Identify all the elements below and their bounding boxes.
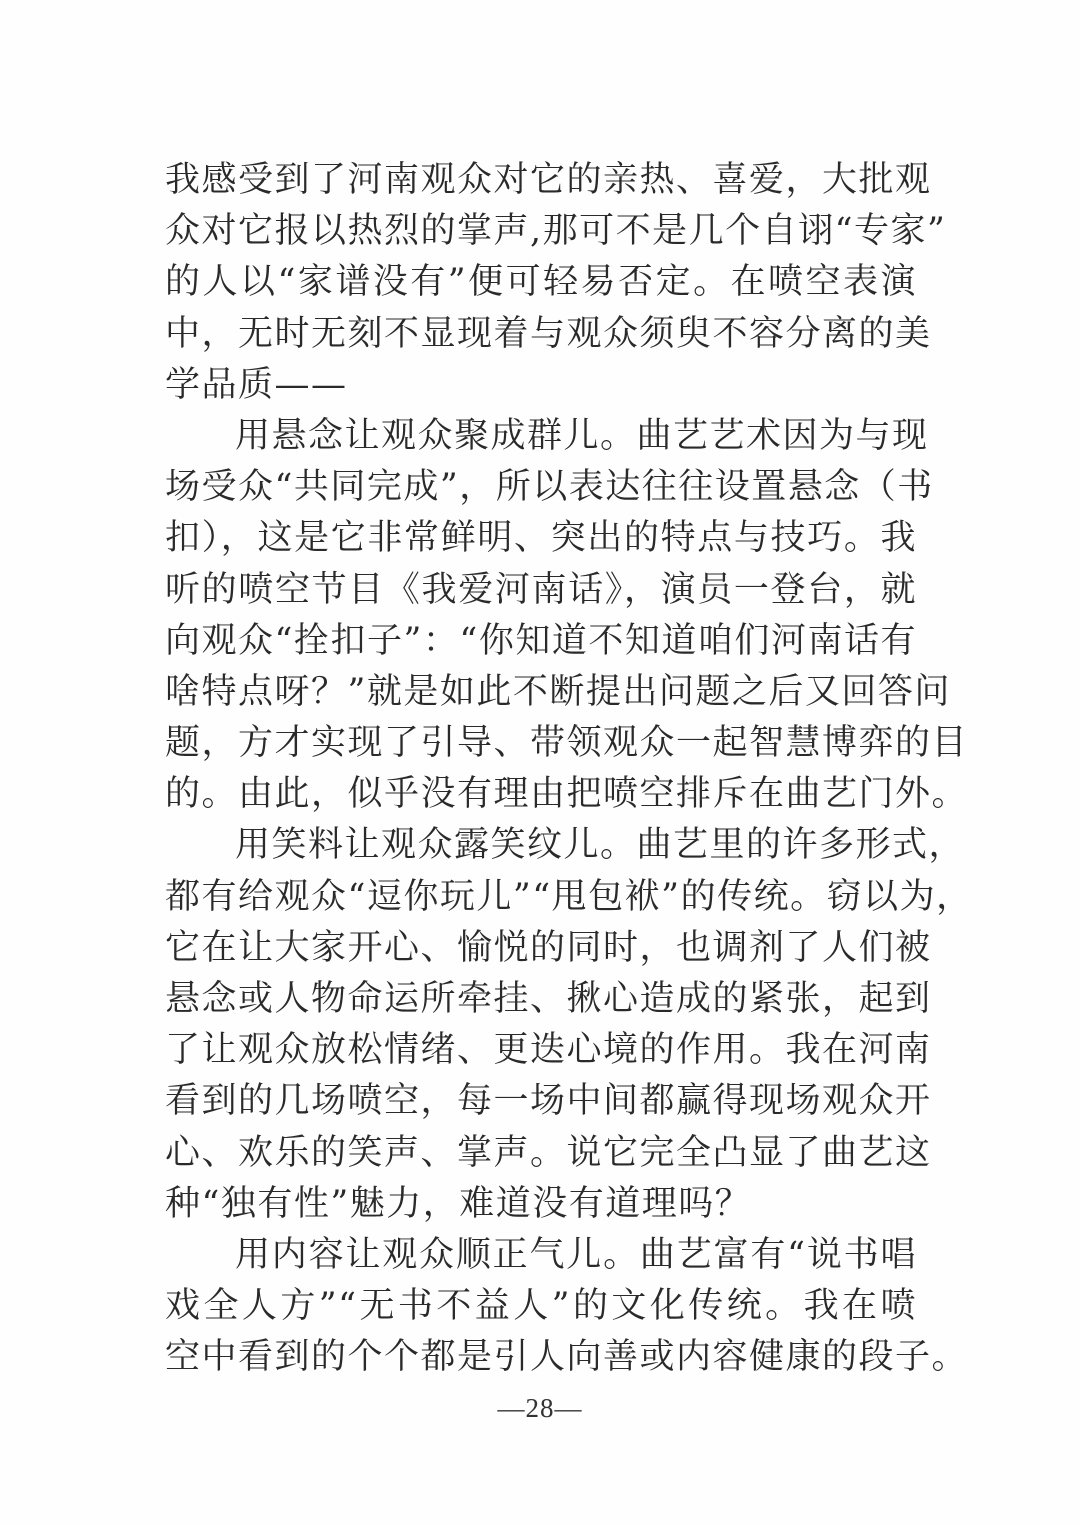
text-line: 了让观众放松情绪、更迭心境的作用。我在河南	[165, 1030, 932, 1071]
body-text	[165, 155, 973, 1384]
page-number: —28—	[497, 1393, 583, 1423]
text-line: 众对它报以热烈的掌声,那可不是几个自诩“专家”	[165, 211, 947, 252]
paragraph-first-line: 用笑料让观众露笑纹儿。曲艺里的许多形式，	[235, 825, 966, 866]
text-line: 种“独有性”魅力，难道没有道理吗？	[165, 1183, 752, 1224]
text-line: 扣），这是它非常鲜明、突出的特点与技巧。我	[165, 518, 917, 559]
text-line: 我感受到了河南观众对它的亲热、喜爱，大批观	[165, 160, 932, 200]
text-line: 悬念或人物命运所牵挂、揪心造成的紧张，起到	[165, 979, 932, 1019]
text-line: 听的喷空节目《我爱河南话》，演员一登台，就	[165, 569, 917, 610]
text-line: 心、欢乐的笑声、掌声。说它完全凸显了曲艺这	[165, 1132, 932, 1173]
text-line: 向观众“拴扣子”：“你知道不知道咱们河南话有	[165, 620, 917, 661]
text-line: 学品质——	[165, 364, 348, 405]
text-line: 的人以“家谱没有”便可轻易否定。在喷空表演	[165, 262, 917, 303]
text-line: 中，无时无刻不显现着与观众须臾不容分离的美	[165, 313, 932, 354]
text-line: 看到的几场喷空，每一场中间都赢得现场观众开	[165, 1081, 932, 1122]
text-line: 场受众“共同完成”，所以表达往往设置悬念（书	[165, 467, 934, 508]
text-line: 都有给观众“逗你玩儿”“甩包袱”的传统。窃以为，	[165, 876, 973, 917]
text-line: 的。由此，似乎没有理由把喷空排斥在曲艺门外。	[165, 774, 969, 815]
text-line: 它在让大家开心、愉悦的同时，也调剂了人们被	[165, 927, 932, 968]
text-line: 题，方才实现了引导、带领观众一起智慧博弈的目	[165, 723, 969, 764]
paragraph-first-line: 用悬念让观众聚成群儿。曲艺艺术因为与现	[235, 415, 929, 456]
text-line: 戏全人方”“无书不益人”的文化传统。我在喷	[165, 1286, 917, 1327]
text-line: 啥特点呀？”就是如此不断提出问题之后又回答问	[165, 671, 951, 712]
paragraph-first-line: 用内容让观众顺正气儿。曲艺富有“说书唱	[235, 1234, 917, 1275]
text-line: 空中看到的个个都是引人向善或内容健康的段子。	[165, 1337, 969, 1378]
